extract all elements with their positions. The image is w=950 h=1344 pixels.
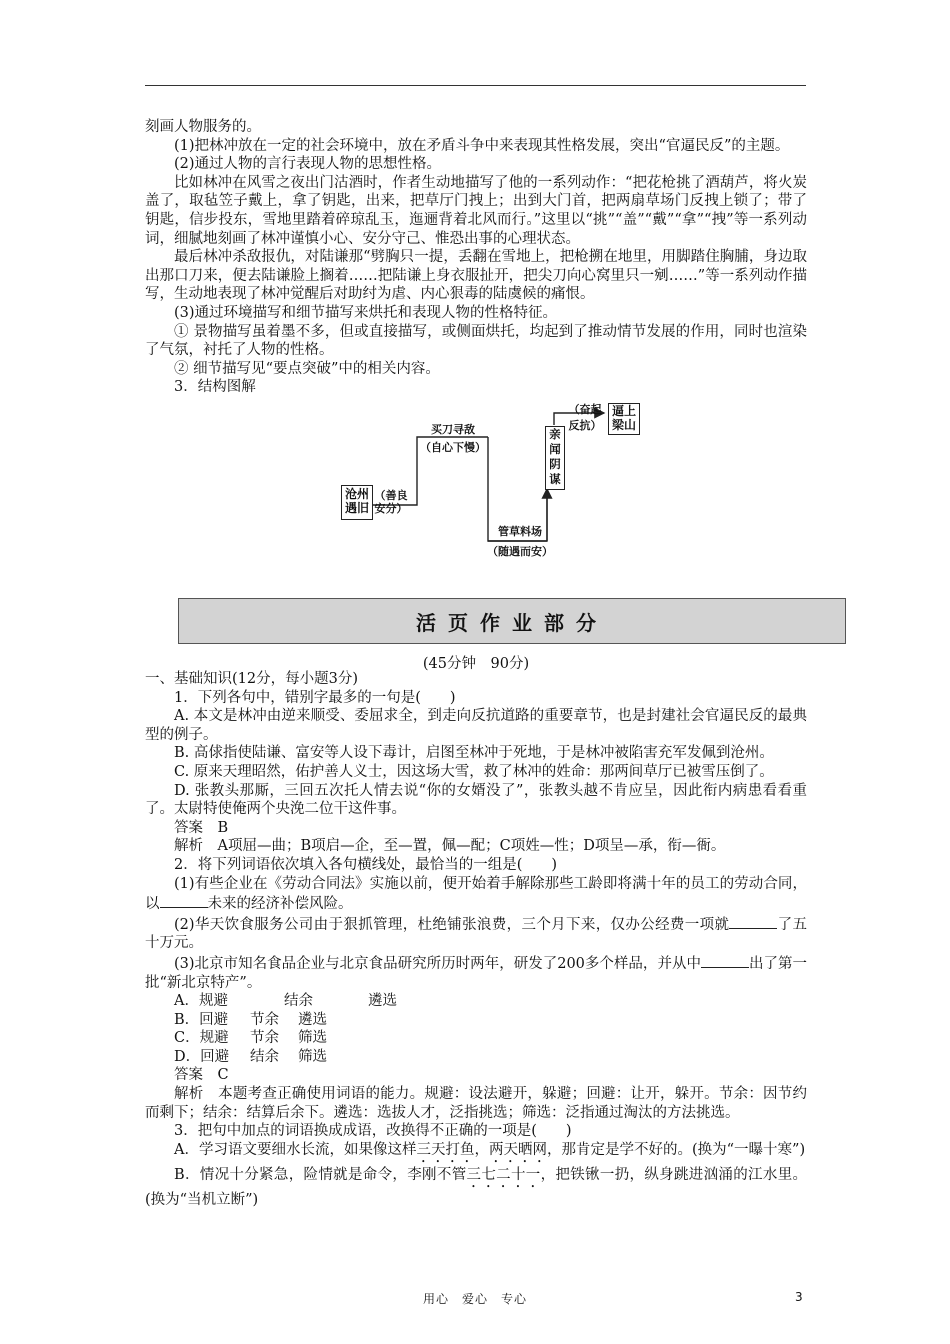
sentence-text: (3)北京市知名食品企业与北京食品研究所历时两年，研发了200多个样品，并从中 bbox=[174, 955, 701, 972]
option-word: B．回避 bbox=[174, 1011, 229, 1028]
sentence-text: 出了第一批“新北京特产”。 bbox=[145, 955, 807, 991]
label-grass-sub: （随遇而安） bbox=[487, 544, 553, 558]
option-word: 遴选 bbox=[298, 1011, 327, 1028]
structure-diagram bbox=[145, 403, 807, 571]
option-text: A．学习语文要细水长流，如果像这样 bbox=[174, 1141, 417, 1158]
explanation: 解析 A项屈—曲；B项启—企，至—置，佩—配；C项姓—性；D项呈—承，衔—衙。 bbox=[174, 838, 726, 855]
option-a bbox=[145, 1141, 807, 1166]
paragraph: ② 细节描写见“要点突破”中的相关内容。 bbox=[174, 360, 440, 377]
option-row bbox=[174, 1048, 807, 1067]
answer: 答案 C bbox=[174, 1067, 229, 1084]
option-word: 节余 bbox=[250, 1030, 279, 1047]
exercise-section bbox=[145, 670, 807, 1209]
fill-blank bbox=[701, 953, 749, 968]
word-options bbox=[145, 992, 807, 1066]
option-word: D．回避 bbox=[174, 1048, 230, 1065]
option-d: D. 张教头那厮，三回五次托人情去说“你的女婿没了”，张教头越不肯应呈，因此衔内病患看看重了。太尉特使俺两个央浼二位干这件事。 bbox=[145, 782, 807, 818]
paragraph: (3)通过环境描写和细节描写来烘托和表现人物的性格特征。 bbox=[174, 304, 558, 321]
page-number: 3 bbox=[795, 1290, 803, 1304]
sentence-3 bbox=[145, 953, 807, 992]
option-word: 筛选 bbox=[298, 1048, 327, 1065]
option-word: 结余 bbox=[284, 993, 313, 1010]
paragraph: ① 景物描写虽着墨不多，但或直接描写，或侧面烘托，均起到了推动情节发展的作用，同时也渲染了气氛，衬托了人物的性格。 bbox=[145, 323, 807, 359]
node-end: 逼上 梁山 bbox=[608, 403, 640, 435]
option-row bbox=[174, 1011, 807, 1030]
option-a: A. 本文是林冲由逆来顺受、委屈求全，到走向反抗道路的重要章节，也是封建社会官逼民反的最典型的例子。 bbox=[145, 708, 807, 743]
option-word: 节余 bbox=[250, 1011, 279, 1028]
dotted-phrase: 三天打鱼，两天晒网 bbox=[416, 1141, 547, 1158]
sentence-text: 了五十万元。 bbox=[145, 916, 808, 952]
sentence-text: 未来的经济补偿风险。 bbox=[207, 896, 353, 913]
paragraph: 比如林冲在风雪之夜出门沽酒时，作者生动地描写了他的一系列动作：“把花枪挑了酒葫芦，将火炭盖了，取毡笠子戴上，拿了钥匙，出来，把草厅门拽上；出到大门首，把两扇草场门反拽上锁了；带了钥匙，信步投东，雪地里踏着碎琼乱玉，迤逦背着北风而行。”这里以“挑”“盖”“戴”“拿”“拽”等一系列动词，细腻地刻画了林冲谨慎小心、安分守己、惟恐出事的心理状态。 bbox=[145, 174, 807, 247]
question-3: 3．把句中加点的词语换成成语，改换得不正确的一项是( ) bbox=[174, 1123, 572, 1140]
option-word: A．规避 bbox=[174, 993, 228, 1010]
explanation: 解析 本题考查正确使用词语的能力。规避：设法避开，躲避；回避：让开，躲开。节余：因节约而剩下；结余：结算后余下。遴选：选拔人才，泛指挑选；筛选：泛指通过淘汰的方法挑选。 bbox=[145, 1086, 807, 1121]
option-text: ，那肯定是学不好的。(换为“一曝十寒”) bbox=[546, 1141, 806, 1158]
option-c: C. 原来天理昭然，佑护善人义士，因这场大雪，救了林冲的姓命：那两间草厅已被雪压倒了。 bbox=[174, 763, 774, 780]
answer: 答案 B bbox=[174, 819, 229, 836]
option-b bbox=[145, 1166, 807, 1210]
sentence-1 bbox=[145, 875, 807, 914]
dotted-phrase: 三七二十一 bbox=[466, 1166, 541, 1183]
paragraph: 刻画人物服务的。 bbox=[145, 119, 261, 135]
section-banner: 活页作业部分 bbox=[178, 598, 846, 644]
sentence-text: (2)华天饮食服务公司由于狠抓管理，杜绝铺张浪费，三个月下来，仅办公经费一项就 bbox=[174, 916, 730, 933]
fill-blank bbox=[729, 914, 777, 929]
time-score: (45分钟 90分) bbox=[422, 656, 530, 672]
question-2: 2．将下列词语依次填入各句横线处，最恰当的一组是( ) bbox=[174, 856, 558, 873]
option-word: 遴选 bbox=[368, 993, 397, 1010]
paragraph: 最后林冲杀敌报仇，对陆谦那“劈胸只一提，丢翻在雪地上，把枪搠在地里，用脚踏住胸脯，身边取出那口刀来，便去陆谦脸上搁着……把陆谦上身衣服扯开，把尖刀向心窝里只一剜……”等一系列动作描写，生动地表现了林冲觉醒后对助纣为虐、内心狠毒的陆虞候的痛恨。 bbox=[145, 249, 807, 303]
fill-blank bbox=[160, 893, 208, 908]
paragraph: (1)把林冲放在一定的社会环境中，放在矛盾斗争中来表现其性格发展，突出“官逼民反”的主题。 bbox=[174, 137, 790, 154]
header-rule bbox=[145, 85, 806, 86]
paragraph: (2)通过人物的言行表现人物的思想性格。 bbox=[174, 156, 442, 173]
label-grass: 管草料场 bbox=[498, 524, 542, 538]
node-plot: 亲 闻 阴 谋 bbox=[545, 426, 565, 490]
label-buy-sub: （自心下慢） bbox=[420, 440, 486, 454]
node-start: 沧州 遇旧 bbox=[341, 485, 373, 520]
option-word: 结余 bbox=[250, 1048, 279, 1065]
label-rise: （奋起 bbox=[568, 402, 602, 416]
option-row bbox=[174, 992, 807, 1011]
label-start: （善良 安分） bbox=[374, 488, 408, 515]
label-buy: 买刀寻敌 bbox=[431, 422, 475, 436]
option-row bbox=[174, 1029, 807, 1048]
label-rise-sub: 反抗） bbox=[568, 418, 602, 432]
footer-motto: 用心 爱心 专心 bbox=[422, 1292, 527, 1306]
section-heading: 一、基础知识(12分，每小题3分) bbox=[145, 671, 358, 687]
sentence-2 bbox=[145, 914, 807, 953]
question-1: 1．下列各句中，错别字最多的一句是( ) bbox=[174, 689, 456, 706]
option-text: B．情况十分紧急，险情就是命令，李刚不管 bbox=[174, 1166, 467, 1183]
option-word: 筛选 bbox=[298, 1030, 327, 1047]
top-section bbox=[145, 118, 807, 571]
paragraph: 3．结构图解 bbox=[174, 379, 256, 396]
sentence-text: (1)有些企业在《劳动合同法》实施以前，便开始着手解除那些工龄即将满十年的员工的劳动合同，以 bbox=[145, 875, 807, 913]
option-word: C．规避 bbox=[174, 1030, 229, 1047]
option-text: ，把铁锹一扔，纵身跳进汹涌的江水里。(换为“当机立断”) bbox=[145, 1166, 808, 1208]
option-b: B. 高俅指使陆谦、富安等人设下毒计，启图至林冲于死地，于是林冲被陷害充军发佩到沧州。 bbox=[174, 745, 774, 762]
